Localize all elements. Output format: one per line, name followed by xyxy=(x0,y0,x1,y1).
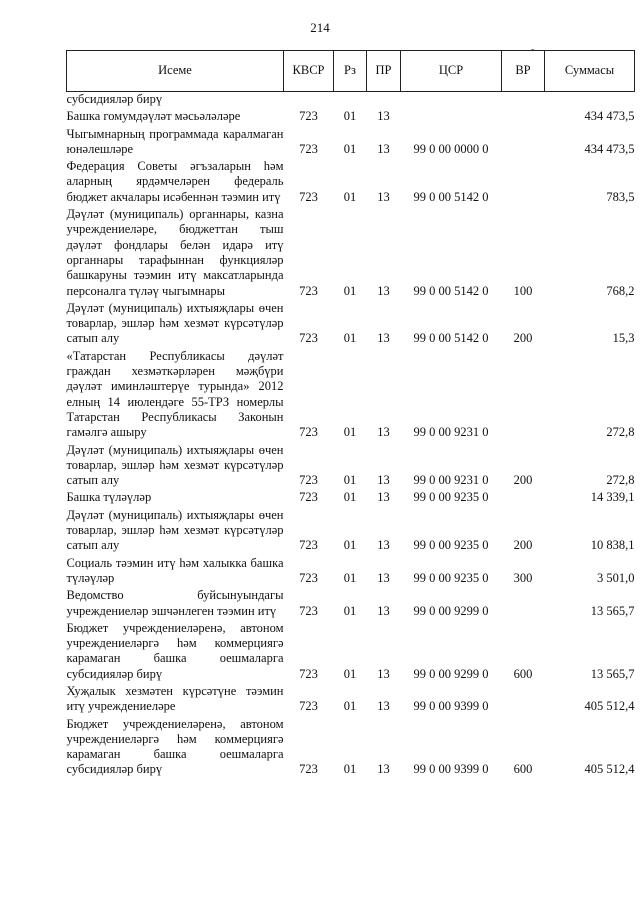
cell-csr: 99 0 00 9231 0 xyxy=(413,425,489,440)
cell-pr: 13 xyxy=(377,189,390,204)
cell-rz: 01 xyxy=(343,666,357,681)
cell-rz: 01 xyxy=(343,490,357,505)
cell-kvsr: 723 xyxy=(299,538,318,553)
cell-vr xyxy=(502,92,545,108)
cell-sum xyxy=(545,92,635,108)
header-rz: Рз xyxy=(334,51,367,92)
cell-vr xyxy=(502,490,545,505)
cell-sum: 434 473,5 xyxy=(584,109,635,124)
cell-vr: 100 xyxy=(513,283,533,298)
cell-vr: 200 xyxy=(513,331,533,346)
header-csr: ЦСР xyxy=(401,51,502,92)
table-row xyxy=(67,127,635,158)
cell-kvsr: 723 xyxy=(299,141,318,156)
cell-csr: 99 0 00 9299 0 xyxy=(413,603,489,618)
table-row xyxy=(67,349,635,441)
cell-kvsr: 723 xyxy=(299,189,318,204)
cell-vr: 200 xyxy=(513,538,533,553)
cell-kvsr xyxy=(284,92,334,108)
cell-pr: 13 xyxy=(377,473,390,488)
cell-rz: 01 xyxy=(343,603,357,618)
cell-rz: 01 xyxy=(343,425,357,440)
cell-csr: 99 0 00 9299 0 xyxy=(413,666,489,681)
cell-pr: 13 xyxy=(377,603,390,618)
table-row xyxy=(67,684,635,715)
cell-name: Дәүләт (муниципаль) ихтыяҗлары өчен товарлар, эшләр һәм хезмәт күрсәтүләр сатып алу xyxy=(66,507,284,553)
cell-sum: 783,5 xyxy=(606,189,635,204)
cell-vr xyxy=(502,127,545,158)
cell-csr: 99 0 00 9235 0 xyxy=(413,538,489,553)
cell-vr xyxy=(502,684,545,715)
cell-csr: 99 0 00 5142 0 xyxy=(413,283,489,298)
cell-kvsr: 723 xyxy=(299,699,318,714)
cell-name: Башка гомумдәүләт мәсьәләләре xyxy=(66,109,241,124)
cell-name: Дәүләт (муниципаль) ихтыяҗлары өчен товарлар, эшләр һәм хезмәт күрсәтүләр сатып алу xyxy=(66,442,284,488)
table-row xyxy=(67,443,635,489)
cell-rz: 01 xyxy=(343,109,357,124)
table-row xyxy=(67,301,635,347)
cell-pr: 13 xyxy=(377,141,390,156)
cell-name: Хуҗалык хезмәтен күрсәтүне тәэмин итү учреждениеләре xyxy=(66,683,284,714)
cell-kvsr: 723 xyxy=(299,473,318,488)
cell-name: Чыгымнарның программада каралмаган юнәлешләре xyxy=(66,126,284,156)
table-row xyxy=(67,207,635,299)
cell-csr: 99 0 00 0000 0 xyxy=(413,141,489,156)
cell-vr: 600 xyxy=(513,762,533,777)
cell-name: Бюджет учреждениеләренә, автоном учреждениеләргә һәм коммерциягә карамаган башка оешмаларга субсидияләр бирү xyxy=(66,620,284,681)
cell-sum: 405 512,4 xyxy=(584,762,635,777)
cell-vr: 600 xyxy=(513,666,533,681)
table-header-row xyxy=(67,51,635,92)
cell-pr: 13 xyxy=(377,331,390,346)
cell-kvsr: 723 xyxy=(299,109,318,124)
cell-kvsr: 723 xyxy=(299,490,318,505)
cell-sum: 10 838,1 xyxy=(590,538,635,553)
cell-pr: 13 xyxy=(377,699,390,714)
cell-name: Башка түләүләр xyxy=(66,490,152,505)
cell-csr xyxy=(401,109,502,124)
cell-csr: 99 0 00 5142 0 xyxy=(413,189,489,204)
cell-csr: 99 0 00 9399 0 xyxy=(413,762,489,777)
cell-vr: 200 xyxy=(513,473,533,488)
cell-name: Федерация Советы әгъзаларын һәм аларның ярдәмчеләрен федераль бюджет акчалары исәбеннән тәэмин итү xyxy=(66,159,284,204)
cell-csr: 99 0 00 9399 0 xyxy=(413,699,489,714)
cell-kvsr: 723 xyxy=(299,283,318,298)
table-row xyxy=(67,621,635,682)
cell-rz: 01 xyxy=(343,762,357,777)
header-kvsr: КВСР xyxy=(284,51,334,92)
cell-csr xyxy=(401,92,502,108)
cell-pr: 13 xyxy=(377,425,390,440)
cell-sum: 272,8 xyxy=(606,473,635,488)
table-row xyxy=(67,556,635,587)
cell-pr xyxy=(367,92,401,108)
cell-vr xyxy=(502,349,545,441)
cell-sum: 14 339,1 xyxy=(590,490,635,505)
table-row xyxy=(67,717,635,778)
cell-pr: 13 xyxy=(377,666,390,681)
cell-sum: 3 501,0 xyxy=(597,570,635,585)
corner-mark: - xyxy=(531,44,535,55)
cell-csr: 99 0 00 9235 0 xyxy=(413,490,489,505)
cell-pr: 13 xyxy=(377,538,390,553)
cell-pr: 13 xyxy=(377,490,390,505)
cell-vr xyxy=(502,588,545,619)
header-vr: ВР xyxy=(502,51,545,92)
cell-kvsr: 723 xyxy=(299,570,318,585)
cell-pr: 13 xyxy=(377,762,390,777)
cell-rz: 01 xyxy=(343,570,357,585)
cell-kvsr: 723 xyxy=(299,762,318,777)
cell-name: Ведомство буйсынуындагы учреждениеләр эшчәнлеген тәэмин итү xyxy=(66,588,284,618)
cell-rz xyxy=(334,92,367,108)
cell-rz: 01 xyxy=(343,538,357,553)
cell-rz: 01 xyxy=(343,331,357,346)
cell-sum: 13 565,7 xyxy=(590,603,635,618)
table-row xyxy=(67,159,635,205)
page-number: 214 xyxy=(310,20,330,35)
cell-csr: 99 0 00 5142 0 xyxy=(413,331,489,346)
cell-rz: 01 xyxy=(343,283,357,298)
cell-kvsr: 723 xyxy=(299,666,318,681)
table-row xyxy=(67,588,635,619)
cell-name: «Татарстан Республикасы дәүләт граждан хезмәткәрләрен мәҗбүри дәүләт иминләштерүе турында» 2012 елның 14 июлендәге 55-ТРЗ номерлы Татарстан Республикасы Законын гамәлгә ашыру xyxy=(66,348,284,440)
cell-pr: 13 xyxy=(377,570,390,585)
cell-name: Бюджет учреждениеләренә, автоном учреждениеләргә һәм коммерциягә карамаган башка оешмаларга субсидияләр бирү xyxy=(66,716,284,777)
cell-rz: 01 xyxy=(343,141,357,156)
cell-rz: 01 xyxy=(343,473,357,488)
table-row xyxy=(67,490,635,505)
cell-sum: 13 565,7 xyxy=(590,666,635,681)
cell-rz: 01 xyxy=(343,699,357,714)
header-name: Исеме xyxy=(67,51,284,92)
table-row xyxy=(67,92,635,108)
cell-kvsr: 723 xyxy=(299,425,318,440)
table-row xyxy=(67,109,635,124)
cell-sum: 15,3 xyxy=(612,331,635,346)
cell-csr: 99 0 00 9235 0 xyxy=(413,570,489,585)
cell-name: Дәүләт (муниципаль) органнары, казна учреждениеләре, бюджеттан тыш дәүләт фондлары белән идарә итү органнары тарафыннан функцияләр башкаруны тәэмин итү максатларында персоналга түләү чыгымнары xyxy=(66,207,284,298)
cell-vr xyxy=(502,109,545,124)
budget-table xyxy=(66,50,635,778)
cell-name: субсидияләр бирү xyxy=(66,92,163,106)
cell-vr xyxy=(502,159,545,205)
header-sum: Суммасы xyxy=(545,51,635,92)
table-row xyxy=(67,508,635,554)
cell-pr: 13 xyxy=(377,283,390,298)
cell-rz: 01 xyxy=(343,189,357,204)
cell-sum: 405 512,4 xyxy=(584,699,635,714)
cell-kvsr: 723 xyxy=(299,331,318,346)
cell-sum: 768,2 xyxy=(606,283,635,298)
cell-name: Социаль тәэмин итү һәм халыкка башка түләүләр xyxy=(66,555,284,585)
cell-name: Дәүләт (муниципаль) ихтыяҗлары өчен товарлар, эшләр һәм хезмәт күрсәтүләр сатып алу xyxy=(66,300,284,346)
cell-vr: 300 xyxy=(513,570,533,585)
cell-csr: 99 0 00 9231 0 xyxy=(413,473,489,488)
cell-kvsr: 723 xyxy=(299,603,318,618)
header-pr: ПР xyxy=(367,51,401,92)
cell-sum: 272,8 xyxy=(606,425,635,440)
cell-pr: 13 xyxy=(377,109,390,124)
cell-sum: 434 473,5 xyxy=(584,141,635,156)
